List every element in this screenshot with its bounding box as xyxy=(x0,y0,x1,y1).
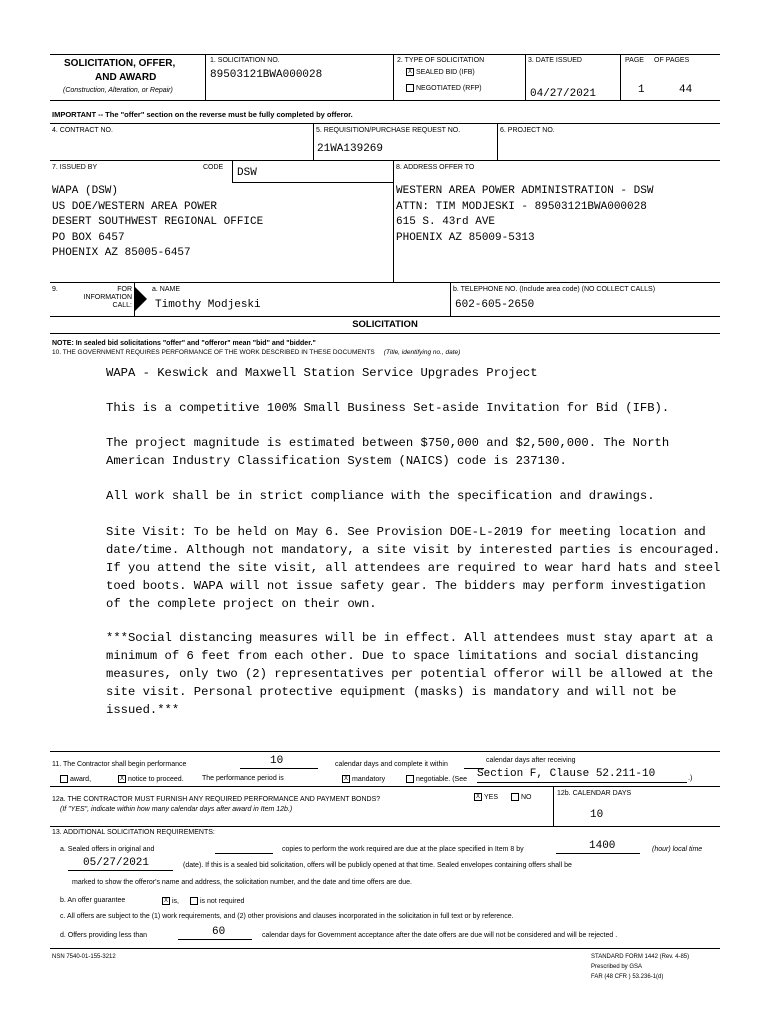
item11-mid: calendar days and complete it within xyxy=(335,761,448,768)
address-offer-line: ATTN: TIM MODJESKI - 89503121BWA000028 xyxy=(396,200,647,213)
name-label: a. NAME xyxy=(152,286,181,293)
pointer-arrow-icon xyxy=(135,285,147,313)
info-for-label xyxy=(70,286,132,310)
item12-divider xyxy=(553,786,554,826)
mandatory-label: mandatory xyxy=(352,775,386,783)
bonds-no-checkbox[interactable] xyxy=(511,793,519,801)
issued-by-address xyxy=(52,184,263,262)
description-paragraph: The project magnitude is estimated between $750,000 and $2,500,000. The North American Industry Classification System (NAICS) code is 237130. xyxy=(106,436,670,468)
requisition-label: 5. REQUISITION/PURCHASE REQUEST NO. xyxy=(316,127,461,134)
name-field[interactable]: Timothy Modjeski xyxy=(155,299,261,311)
item10-text: 10. THE GOVERNMENT REQUIRES PERFORMANCE OF THE WORK DESCRIBED IN THESE DOCUMENTS xyxy=(52,349,375,356)
standard-form-line1: STANDARD FORM 1442 (Rev. 4-85) xyxy=(591,954,690,960)
telephone-label: b. TELEPHONE NO. (Include area code) (NO COLLECT CALLS) xyxy=(453,286,656,293)
award-checkbox[interactable] xyxy=(60,775,68,783)
requisition-no-field[interactable]: 21WA139269 xyxy=(317,143,384,155)
row4-bottom-line xyxy=(50,160,720,161)
important-notice: IMPORTANT -- The "offer" section on the reverse must be fully completed by offeror. xyxy=(52,110,353,119)
code-box-bottom xyxy=(232,182,393,183)
date-issued-field[interactable]: 04/27/2021 xyxy=(530,88,597,100)
guarantee-is-label: is, xyxy=(172,897,179,905)
form-subtitle: (Construction, Alteration, or Repair) xyxy=(63,87,173,94)
bonds-yes-checkbox[interactable]: X xyxy=(475,794,480,800)
notice-option[interactable] xyxy=(118,775,184,784)
issued-by-line: WAPA (DSW) xyxy=(52,185,119,197)
item11-bottom-line xyxy=(50,786,720,787)
info-for-line3: CALL: xyxy=(112,302,132,309)
code-field[interactable]: DSW xyxy=(237,167,257,179)
date-issued-label: 3. DATE ISSUED xyxy=(528,57,582,64)
item13d-text: d. Offers providing less than xyxy=(60,932,148,939)
code-box-left xyxy=(232,160,233,182)
standard-form-line2: Prescribed by GSA xyxy=(591,964,643,970)
issued-by-label: 7. ISSUED BY xyxy=(52,164,98,171)
award-option[interactable] xyxy=(60,775,91,784)
header-divider-4 xyxy=(620,54,621,100)
type-of-solicitation-label: 2. TYPE OF SOLICITATION xyxy=(397,57,485,64)
section-title: SOLICITATION xyxy=(352,319,418,330)
item13a-copies-text: copies to perform the work required are due at the place specified in Item 8 by xyxy=(282,846,524,853)
issued-by-line: PO BOX 6457 xyxy=(52,231,125,244)
guarantee-is-not-checkbox[interactable] xyxy=(190,897,198,905)
calendar-days-label: 12b. CALENDAR DAYS xyxy=(557,790,632,797)
begin-days-field[interactable]: 10 xyxy=(270,755,284,767)
page-label: PAGE xyxy=(625,57,644,64)
item12-bottom-line xyxy=(50,826,720,827)
item13a-marked-text: marked to show the offeror's name and address, the solicitation number, and the date and time offers are due. xyxy=(72,879,413,886)
sealed-bid-option[interactable] xyxy=(406,68,475,77)
guarantee-is-option[interactable] xyxy=(162,897,179,906)
of-pages-label: OF PAGES xyxy=(654,57,690,64)
code-label: CODE xyxy=(203,164,224,171)
period-label: The performance period is xyxy=(202,775,284,782)
row4-divider-2 xyxy=(497,123,498,160)
description-paragraph: ***Social distancing measures will be in effect. All attendees must stay apart at a minimum of 6 feet from each other. Due to space limitations and social distancing measures, only two (2) representatives per potential offeror will be allowed at the site visit. Personal protective equipment (masks) is mandatory and will not be issued.*** xyxy=(106,631,714,717)
bonds-no-option[interactable] xyxy=(511,793,532,802)
address-offer-line: WESTERN AREA POWER ADMINISTRATION - DSW xyxy=(396,185,654,197)
description-paragraph: This is a competitive 100% Small Business Set-aside Invitation for Bid (IFB). xyxy=(106,401,670,415)
see-reference-field[interactable]: Section F, Clause 52.211-10 xyxy=(477,768,656,780)
item13b-text: b. An offer guarantee xyxy=(60,897,126,904)
bonds-yes-label: YES xyxy=(484,793,499,801)
copies-underline xyxy=(215,853,273,854)
item13-label: 13. ADDITIONAL SOLICITATION REQUIREMENTS: xyxy=(52,829,215,836)
due-time-field[interactable]: 1400 xyxy=(589,840,616,852)
header-bottom-line xyxy=(50,100,720,101)
item13a-text: a. Sealed offers in original and xyxy=(60,846,155,853)
address-offer-line: 615 S. 43rd AVE xyxy=(396,216,496,228)
telephone-field[interactable]: 602-605-2650 xyxy=(455,299,535,311)
sealed-bid-checkbox[interactable]: X xyxy=(407,69,412,75)
item10-bottom-line xyxy=(50,751,720,752)
form-title-line1: SOLICITATION, OFFER, xyxy=(64,58,176,69)
due-date-field[interactable]: 05/27/2021 xyxy=(83,857,150,869)
hour-label: (hour) local time xyxy=(652,846,703,853)
important-bottom-line xyxy=(50,123,720,124)
row7-divider xyxy=(393,160,394,282)
item11-close: .) xyxy=(688,775,693,782)
info-divider-2 xyxy=(450,282,451,316)
item12a-label: 12a. THE CONTRACTOR MUST FURNISH ANY REQUIRED PERFORMANCE AND PAYMENT BONDS? xyxy=(52,796,381,803)
row7-bottom-line xyxy=(50,282,720,283)
project-no-label: 6. PROJECT NO. xyxy=(500,127,555,134)
description-paragraph: All work shall be in strict compliance with the specification and drawings. xyxy=(106,489,655,503)
item12a-sub: (If "YES", indicate within how many calendar days after award in Item 12b.) xyxy=(60,806,293,813)
header-divider-2 xyxy=(393,54,394,100)
address-offer-label: 8. ADDRESS OFFER TO xyxy=(396,164,475,171)
standard-form-line3: FAR (48 CFR ) 53.236-1(d) xyxy=(591,974,664,980)
row4-divider-1 xyxy=(313,123,314,160)
solicitation-no-label: 1. SOLICITATION NO. xyxy=(210,57,280,64)
address-offer-address xyxy=(396,184,653,246)
header-divider-3 xyxy=(525,54,526,100)
item11-label: 11. The Contractor shall begin performance xyxy=(52,761,187,768)
due-date-underline xyxy=(68,870,173,871)
bonds-yes-option[interactable] xyxy=(474,793,498,802)
award-label: award, xyxy=(70,775,92,783)
calendar-days-field[interactable]: 10 xyxy=(590,809,604,821)
notice-label: notice to proceed. xyxy=(128,775,184,783)
guarantee-is-checkbox[interactable]: X xyxy=(163,898,168,904)
contract-no-label: 4. CONTRACT NO. xyxy=(52,127,113,134)
negotiable-option[interactable] xyxy=(406,775,467,784)
solicitation-no-field[interactable]: 89503121BWA000028 xyxy=(210,69,323,81)
negotiable-label: negotiable. (See xyxy=(416,775,467,783)
note: NOTE: In sealed bid solicitations "offer" and "offeror" mean "bid" and "bidder." xyxy=(52,340,316,347)
acceptance-days-field[interactable]: 60 xyxy=(212,926,226,938)
issued-by-line: US DOE/WESTERN AREA POWER xyxy=(52,200,218,213)
description-title: WAPA - Keswick and Maxwell Station Service Upgrades Project xyxy=(106,366,538,380)
item13-bottom-line xyxy=(50,948,720,949)
header-divider-1 xyxy=(205,54,206,100)
issued-by-line: PHOENIX AZ 85005-6457 xyxy=(52,247,191,259)
issued-by-line: DESERT SOUTHWEST REGIONAL OFFICE xyxy=(52,216,264,228)
see-reference-underline xyxy=(477,782,687,783)
negotiated-option[interactable] xyxy=(406,84,482,93)
info-for-line2: INFORMATION xyxy=(83,294,132,301)
item10-label xyxy=(52,349,460,357)
guarantee-is-not-label: is not required xyxy=(200,897,245,905)
item9-number: 9. xyxy=(52,286,58,293)
negotiated-label: NEGOTIATED (RFP) xyxy=(416,84,482,92)
due-time-underline xyxy=(556,853,640,854)
mandatory-option[interactable] xyxy=(342,775,385,784)
solicitation-bottom-line xyxy=(50,333,720,334)
sealed-bid-label: SEALED BID (IFB) xyxy=(416,68,475,76)
total-pages: 44 xyxy=(679,84,693,96)
acceptance-days-underline xyxy=(178,939,252,940)
item10-subtext: (Title, identifying no., date) xyxy=(383,349,461,356)
item13d-rest: calendar days for Government acceptance after the date offers are due will not be considered and will be rejected . xyxy=(262,932,618,939)
address-offer-line: PHOENIX AZ 85009-5313 xyxy=(396,231,535,244)
nsn-number: NSN 7540-01-155-3212 xyxy=(52,954,116,960)
begin-days-underline xyxy=(240,768,318,769)
item11-after: calendar days after receiving xyxy=(486,757,576,764)
form-title-line2: AND AWARD xyxy=(95,72,157,83)
negotiable-checkbox[interactable] xyxy=(406,775,414,783)
mandatory-checkbox[interactable]: X xyxy=(343,776,348,782)
guarantee-is-not-option[interactable] xyxy=(190,897,244,906)
item13a-date-text: (date). If this is a sealed bid solicitation, offers will be publicly opened at that time. Sealed envelopes containing offers shall be xyxy=(183,862,572,869)
notice-checkbox[interactable]: X xyxy=(119,776,124,782)
info-for-line1: FOR xyxy=(117,286,132,293)
info-bottom-line xyxy=(50,316,720,317)
negotiated-checkbox[interactable] xyxy=(406,84,414,92)
item13c-text: c. All offers are subject to the (1) work requirements, and (2) other provisions and clauses incorporated in the solicitation in full text or by reference. xyxy=(60,913,514,920)
description-paragraph: Site Visit: To be held on May 6. See Provision DOE-L-2019 for meeting location and date/time. Although not mandatory, a site visit by interested parties is encouraged. If you attend the site visit, all attendees are required to wear hard hats and steel toed boots. WAPA will not issue safety gear. The bidders may perform investigation of the complete project on their own. xyxy=(106,525,721,611)
bonds-no-label: NO xyxy=(521,793,532,801)
page-number: 1 xyxy=(638,84,645,96)
